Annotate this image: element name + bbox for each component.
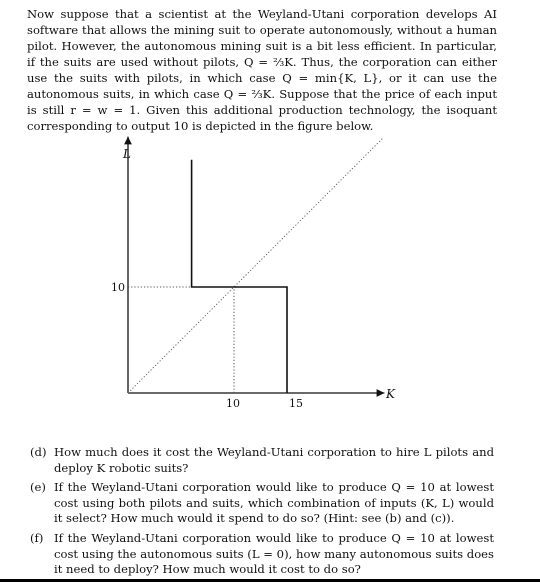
question-label: (d) — [30, 445, 47, 459]
x-tick-10: 10 — [226, 397, 240, 410]
question-text: If the Weyland-Utani corporation would like to produce Q = 10 at lowest cost using the autonomous suits (L = 0), how many autonomous suits does it need to deploy? How much would it cost to do so? — [54, 530, 494, 577]
plot-layer — [128, 137, 384, 393]
y-tick-10: 10 — [111, 281, 125, 294]
y-axis-label: L — [123, 147, 131, 161]
question-text: How much does it cost the Weyland-Utani corporation to hire L pilots and deploy K robotic suits? — [54, 445, 494, 475]
question-label: (f) — [30, 530, 44, 545]
question-d — [30, 445, 494, 476]
question-f — [30, 531, 494, 578]
question-e — [30, 480, 494, 527]
x-tick-15: 15 — [289, 397, 303, 410]
question-label: (e) — [30, 480, 46, 495]
ray-line — [128, 139, 382, 393]
intro-text: Now suppose that a scientist at the Weyland-Utani corporation develops AI software that allows the mining suit to operate autonomously, without a human pilot. However, the autonomous mining suit is a bit less efficient. In particular, if the suits are used without pilots, Q = ⅔K. Thus, the corporation can either use the suits with pilots, in which case Q = min{K, L}, or it can use the autonomous suits, in which case Q = ⅔K. Suppose that the price of each input is still r = w = 1. Given this additional production technology, the isoquant corresponding to output 10 is depicted in the figure below. — [27, 7, 497, 133]
x-axis-label: K — [386, 387, 395, 401]
isoquant-line — [192, 160, 287, 393]
question-text: If the Weyland-Utani corporation would like to produce Q = 10 at lowest cost using both pilots and suits, which combination of inputs (K, L) would it select? How much would it spend to do so? (Hint: see (b) and (c)). — [54, 480, 494, 526]
questions-list — [30, 445, 494, 582]
